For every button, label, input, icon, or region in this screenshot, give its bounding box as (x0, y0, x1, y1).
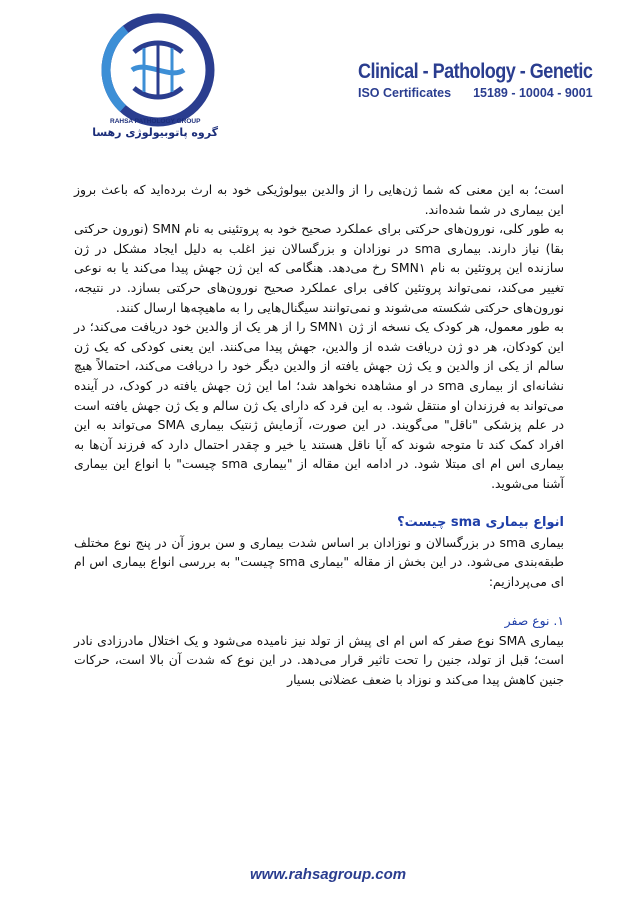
intro-paragraph-2: به طور کلی، نورون‌های حرکتی برای عملکرد صحیح خود به پروتئینی به نام SMN (نورون حرکتی بقا) نیاز دارند. بیماری sma در نوزادان و بزرگسالان نیز اغلب به دلیل ایجاد مشکل در ژن سازنده این پروتئین به نام SMN۱ رخ می‌دهد. هنگامی که این ژن جهش پیدا می‌کند یا به نوعی تغییر می‌کند، نمی‌تواند پروتئین کافی برای عملکرد صحیح نورون‌های حرکتی بسازد. در نتیجه، نورون‌های حرکتی شکسته می‌شوند و نمی‌توانند سیگنال‌هایی را به ماهیچه‌ها ارسال کنند. (74, 221, 564, 315)
types-paragraph: بیماری sma در بزرگسالان و نوزادان بر اساس شدت بیماری و سن بروز آن در پنج نوع مختلف طبقه‌بندی می‌شود. در این بخش از مقاله "بیماری sma چیست" به بررسی انواع بیماری اس ام ای می‌پردازیم: (74, 534, 565, 589)
type-zero-paragraph: بیماری SMA نوع صفر که اس ام ای پیش از تولد نیز نامیده می‌شود و یک اختلال مادرزادی نادر است؛ قبل از تولد، جنین را تحت تاثیر قرار می‌دهد. در این نوع که شدت آن بالا است، حرکات جنین کاهش پیدا می‌کند و نوزاد با ضعف عضلانی بسیار (74, 632, 565, 687)
intro-paragraph-3: به طور معمول، هر کودک یک نسخه از ژن SMN۱ را از هر یک از والدین خود دریافت می‌کند؛ در این کودکان، هر دو ژن دریافت شده از والدین، جهش پیدا می‌کنند. این یعنی کودکی که یک ژن سالم از یکی از والدین و یک ژن جهش یافته از والدین دیگر خود را دریافت می‌کند، احتمالاً هیچ نشانه‌ای از بیماری sma در او مشاهده نخواهد شد؛ اما این ژن جهش یافته در کودک، در آینده می‌تواند به فرزندان او منتقل شود. به این فرد که دارای یک ژن سالم و یک ژن جهش یافته است در علم پزشکی "ناقل" می‌گویند. در این صورت، آزمایش ژنتیک بیماری SMA می‌تواند به این افراد کمک کند تا متوجه شوند که آیا ناقل هستند یا خیر و چقدر احتمال دارد که فرزند آن‌ها به بیماری اس ام ای مبتلا شود. در ادامه این مقاله از "بیماری sma چیست" با انواع این بیماری آشنا می‌شوید. (74, 319, 564, 491)
footer-website: www.rahsagroup.com (250, 866, 407, 883)
intro-paragraph-1: است؛ به این معنی که شما ژن‌هایی را از والدین بیولوژیکی خود به ارث برده‌اید که باعث بروز این بیماری در شما شده‌اند. (74, 182, 564, 217)
header-title: Clinical - Pathology - Genetic (358, 60, 593, 83)
logo-brand-persian: گروه پاتوبیولوژی رهسا (92, 126, 218, 139)
iso-numbers: 15189 - 10004 - 9001 (473, 86, 593, 100)
types-heading: انواع بیماری sma چیست؟ (397, 515, 564, 531)
iso-certificates (358, 86, 618, 100)
paragraph-gap (74, 494, 564, 514)
paragraph-gap (74, 591, 564, 611)
page-header (0, 0, 638, 165)
logo-brand-english: RAHSA PATHOLOGY GROUP (110, 118, 201, 125)
iso-label: ISO Certificates (358, 86, 452, 100)
article-body (74, 180, 564, 689)
type-zero-heading: ۱. نوع صفر (504, 613, 564, 629)
